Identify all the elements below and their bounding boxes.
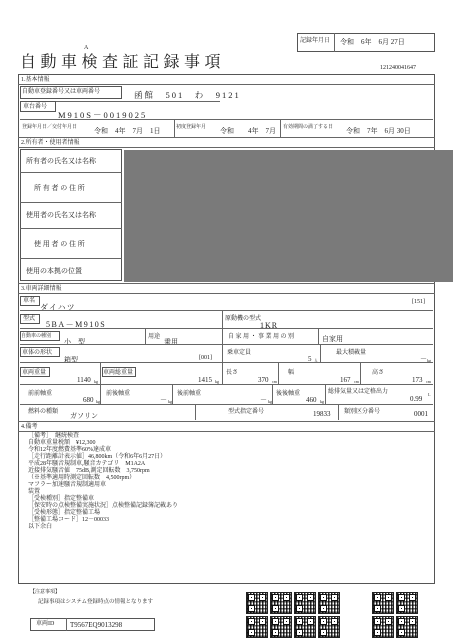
fr-label: 前後軸重 [106,391,131,397]
section4-heading: 4.備考 [21,424,38,430]
qr-code [246,592,268,614]
remark-line: 装置 [28,489,41,495]
remarks-list [28,433,178,531]
kind-label: 自動車の種別 [21,334,52,339]
reg-number-label: 自動車登録番号又は車両番号 [22,89,101,95]
redacted-owner-info [124,150,453,282]
vehicle-id-value: T9567EQ9013298 [70,621,123,629]
use-label: 用途 [148,334,161,340]
base-location-label: 使用の本拠の位置 [26,267,82,275]
maxload-unit: kg [427,358,431,363]
qr-code [318,616,340,638]
maker-code: [151] [412,299,425,305]
remark-line: ［整備工場コード］12－00033 [28,517,110,523]
remark-line: 自動車重量税額 ¥12,300 [28,440,96,446]
displacement-value: 0.99 [410,395,423,403]
length-label: 長さ [226,370,239,376]
length-value: 370 [258,376,269,384]
fr-value: － [160,396,167,404]
class-number-value: 0001 [414,410,428,418]
qr-code [372,592,394,614]
first-reg-label: 登録年月日／交付年月日 [22,125,78,130]
weight-unit: kg [94,379,98,384]
fuel-label: 燃料の種類 [28,409,59,415]
first-year-label: 初度登録年月 [176,125,207,130]
fuel-value: ガソリン [70,412,98,420]
rr-label: 後後軸重 [276,391,301,397]
qr-code [318,592,340,614]
model-value: 5BA－M910S [46,320,107,329]
rr-unit: kg [320,399,324,404]
remark-line: 以下余白 [28,524,53,530]
capacity-unit: 人 [314,358,318,363]
document-title: 自動車検査証記録事項 [20,54,226,71]
width-label: 幅 [288,370,295,376]
body-code: [001] [199,355,212,361]
section3-heading: 3.車両詳細情報 [21,286,62,292]
capacity-label: 乗車定員 [227,350,252,356]
qr-code [270,616,292,638]
remark-line: ［走行距離計表示値］46,800km（令和6年6月27日） [28,454,167,460]
remark-line: ［備考］ 継続検査 [28,433,80,439]
width-value: 167 [340,376,351,384]
owner-address-label: 所 有 者 の 住 所 [34,184,85,192]
length-unit: cm [272,379,277,384]
width-unit: cm [354,379,359,384]
displacement-label: 総排気量又は定格出力 [328,389,389,395]
remark-line: マフラー加速騒音規制適用車 [28,482,107,488]
rf-label: 後前軸重 [177,391,202,397]
qr-code [246,616,268,638]
vehicle-id-label: 車両ID [36,621,55,627]
remark-line: ［受検形態］指定整備工場 [28,510,101,516]
user-name-label: 使用者の氏名又は名称 [26,211,96,219]
maker-value: ダイハツ [40,303,76,312]
rr-value: 460 [306,396,317,404]
ff-unit: kg [96,399,100,404]
qr-code [270,592,292,614]
section2-heading: 2.所有者・使用者情報 [21,140,80,146]
notes-label: 【注意事項】 [30,590,61,595]
ff-value: 680 [83,396,94,404]
height-unit: cm [426,379,431,384]
height-label: 高さ [372,370,385,376]
body-label: 車体の形状 [22,350,53,356]
engine-value: 1KR [260,321,279,330]
expiry-label: 有効期間の満了する日 [283,125,334,130]
vin-label: 車台番号 [23,104,48,110]
height-value: 173 [412,376,423,384]
remark-line: ［受検種別］指定整備車 [28,496,95,502]
type-number-label: 型式指定番号 [228,409,265,415]
qr-code [396,592,418,614]
remark-line: （※基準適用時測定回転数 4,500rpm） [28,475,136,481]
rf-unit: kg [268,399,272,404]
remark-line: 近接排気騒音値 75dB,測定回転数 3,750rpm [28,468,150,474]
rf-value: － [260,396,267,404]
qr-code [294,616,316,638]
displacement-unit: L [428,392,431,397]
gross-unit: kg [215,379,219,384]
weight-value: 1140 [77,376,91,384]
maxload-value: － [420,355,427,363]
model-label: 型式 [23,316,36,322]
expiry-value: 令和 7年 6月 30日 [346,127,411,135]
gross-value: 1415 [198,376,212,384]
weight-label: 車両重量 [22,370,47,376]
qr-code [294,592,316,614]
form-letter: A [84,45,89,51]
purpose-label: 自 家 用 ・ 事 業 用 の 別 [228,334,295,340]
remark-line: 令和12年度燃費基準60%達成車 [28,447,111,453]
section1-heading: 1.基本情報 [21,77,50,83]
gross-label: 車両総重量 [103,370,134,376]
first-year-value: 令和 4年 7月 [220,127,276,135]
maker-label: 車名 [23,298,36,304]
use-value: 乗用 [164,338,178,346]
notes-text: 記録事項はシステム登録時点の情報となります [38,599,153,605]
remark-line: 平成28年騒音規制車,騒音カテゴリ M1A2A [28,461,146,467]
qr-code [396,616,418,638]
vin-value: M910S－0019025 [58,110,148,120]
owner-name-label: 所有者の氏名又は名称 [26,157,96,165]
user-address-label: 使 用 者 の 住 所 [34,240,85,248]
class-number-label: 類別区分番号 [344,409,381,415]
remark-line: ［保安時の点検整備実施状況］点検整備記録簿記載あり [28,503,179,509]
body-value: 箱型 [64,356,78,364]
maxload-label: 最大積載量 [336,350,367,356]
capacity-value: 5 [308,355,312,363]
fr-unit: kg [168,399,172,404]
purpose-value: 自家用 [322,335,343,343]
engine-label: 原動機の型式 [225,316,262,322]
first-reg-value: 令和 4年 7月 1日 [94,127,161,135]
kind-value: 小 型 [64,338,85,346]
record-date-label: 記録年月日 [300,38,331,44]
document-number: 121240041647 [380,65,416,71]
record-date: 令和 6年 6月 27日 [340,38,405,46]
ff-label: 前前軸重 [28,391,53,397]
type-number-value: 19833 [313,410,331,418]
reg-number-value: 函館 501 わ 9121 [134,90,241,100]
qr-code [372,616,394,638]
